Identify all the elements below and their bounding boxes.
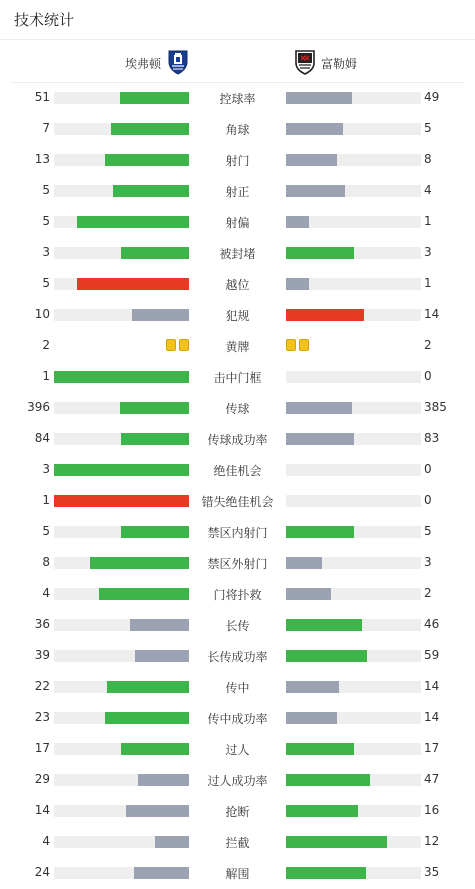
everton-crest-icon	[166, 49, 190, 78]
away-bar-track	[286, 588, 421, 600]
home-value: 51	[34, 90, 50, 104]
home-bar-track	[54, 805, 189, 817]
away-bar-fill	[286, 247, 354, 259]
away-bar-fill	[286, 216, 309, 228]
stat-row[interactable]	[0, 486, 475, 517]
teams-header	[10, 40, 465, 83]
stat-label: 越位	[225, 278, 250, 292]
away-bar-fill	[286, 278, 309, 290]
home-bar-track	[54, 154, 189, 166]
yellow-card-icon	[299, 339, 309, 351]
stat-label: 抢断	[225, 805, 250, 819]
away-bar-fill	[286, 743, 354, 755]
stat-label: 解围	[225, 867, 250, 881]
home-value: 1	[42, 369, 50, 383]
away-bar-fill	[286, 154, 337, 166]
home-value: 5	[42, 183, 50, 197]
home-bar-fill	[90, 557, 189, 569]
away-bar-fill	[286, 185, 345, 197]
home-bar-fill	[121, 743, 189, 755]
away-bar-track	[286, 526, 421, 538]
away-bar-fill	[286, 309, 364, 321]
away-bar-track	[286, 278, 421, 290]
home-cards	[166, 339, 189, 351]
away-bar-track	[286, 495, 421, 507]
away-bar-fill	[286, 681, 339, 693]
away-value: 385	[424, 400, 447, 414]
home-value: 22	[34, 679, 50, 693]
away-bar-fill	[286, 588, 331, 600]
away-bar-track	[286, 216, 421, 228]
stat-label: 长传	[225, 619, 250, 633]
away-value: 3	[424, 555, 432, 569]
home-bar-track	[54, 619, 189, 631]
away-bar-fill	[286, 619, 362, 631]
away-bar-track	[286, 92, 421, 104]
away-bar-track	[286, 433, 421, 445]
away-value: 83	[424, 431, 440, 445]
away-bar-track	[286, 154, 421, 166]
away-value: 14	[424, 679, 440, 693]
stat-label: 击中门框	[213, 371, 262, 385]
home-value: 24	[34, 865, 50, 879]
away-team[interactable]	[294, 49, 357, 78]
home-bar-fill	[77, 278, 189, 290]
home-bar-track	[54, 774, 189, 786]
page-header	[0, 0, 475, 40]
home-bar-track	[54, 123, 189, 135]
away-bar-fill	[286, 867, 366, 879]
away-value: 5	[424, 524, 432, 538]
away-bar-track	[286, 650, 421, 662]
stat-row[interactable]	[0, 734, 475, 765]
home-value: 13	[34, 152, 50, 166]
stat-label: 犯规	[225, 309, 250, 323]
away-bar-track	[286, 712, 421, 724]
away-value: 12	[424, 834, 440, 848]
stat-row[interactable]	[0, 517, 475, 548]
home-bar-fill	[155, 836, 189, 848]
stat-row[interactable]	[0, 641, 475, 672]
away-bar-track	[286, 805, 421, 817]
home-bar-track	[54, 867, 189, 879]
home-bar-track	[54, 557, 189, 569]
home-bar-track	[54, 216, 189, 228]
away-value: 35	[424, 865, 440, 879]
home-bar-fill	[126, 805, 189, 817]
away-value: 0	[424, 493, 432, 507]
away-bar-fill	[286, 92, 352, 104]
home-bar-track	[54, 495, 189, 507]
stat-row[interactable]	[0, 331, 475, 362]
home-value: 4	[42, 586, 50, 600]
home-bar-track	[54, 309, 189, 321]
stat-label: 禁区外射门	[207, 557, 268, 571]
stat-label: 门将扑救	[213, 588, 262, 602]
home-bar-track	[54, 402, 189, 414]
home-value: 84	[34, 431, 50, 445]
home-value: 8	[42, 555, 50, 569]
home-bar-fill	[121, 247, 189, 259]
away-value: 2	[424, 338, 432, 352]
stat-row[interactable]	[0, 858, 475, 889]
home-bar-fill	[54, 464, 189, 476]
stat-label: 射门	[225, 154, 250, 168]
home-bar-track	[54, 92, 189, 104]
stat-label: 传球成功率	[207, 433, 268, 447]
stat-row[interactable]	[0, 579, 475, 610]
stat-label: 黄牌	[225, 340, 250, 354]
stat-label: 控球率	[219, 92, 256, 106]
away-bar-fill	[286, 836, 387, 848]
away-value: 0	[424, 369, 432, 383]
away-bar-fill	[286, 557, 322, 569]
home-bar-fill	[134, 867, 189, 879]
away-value: 59	[424, 648, 440, 662]
home-bar-track	[54, 464, 189, 476]
yellow-card-icon	[166, 339, 176, 351]
away-bar-fill	[286, 712, 337, 724]
stat-label: 射偏	[225, 216, 250, 230]
stat-label: 绝佳机会	[213, 464, 262, 478]
away-value: 0	[424, 462, 432, 476]
home-value: 17	[34, 741, 50, 755]
home-value: 3	[42, 462, 50, 476]
away-bar-fill	[286, 433, 354, 445]
away-value: 14	[424, 710, 440, 724]
home-bar-track	[54, 278, 189, 290]
home-team-name: 埃弗顿	[124, 57, 161, 71]
yellow-card-icon	[286, 339, 296, 351]
stat-row[interactable]	[0, 548, 475, 579]
home-bar-track	[54, 185, 189, 197]
stat-label: 传中	[225, 681, 250, 695]
home-value: 10	[34, 307, 50, 321]
home-bar-fill	[54, 371, 189, 383]
stat-label: 角球	[225, 123, 250, 137]
away-cards	[286, 339, 309, 351]
home-bar-track	[54, 371, 189, 383]
stat-row[interactable]	[0, 455, 475, 486]
home-bar-track	[54, 712, 189, 724]
away-value: 3	[424, 245, 432, 259]
away-bar-track	[286, 402, 421, 414]
home-bar-fill	[121, 433, 189, 445]
stat-row[interactable]	[0, 300, 475, 331]
home-value: 23	[34, 710, 50, 724]
home-bar-fill	[120, 92, 189, 104]
home-value: 1	[42, 493, 50, 507]
stats-list	[0, 83, 475, 889]
home-bar-fill	[120, 402, 189, 414]
home-value: 39	[34, 648, 50, 662]
home-bar-fill	[99, 588, 189, 600]
away-value: 8	[424, 152, 432, 166]
stat-label: 传球	[225, 402, 250, 416]
home-bar-fill	[105, 154, 189, 166]
stat-label: 传中成功率	[207, 712, 268, 726]
stat-label: 错失绝佳机会	[201, 495, 274, 509]
home-bar-fill	[54, 495, 189, 507]
stat-row[interactable]	[0, 145, 475, 176]
away-bar-fill	[286, 650, 367, 662]
home-bar-track	[54, 681, 189, 693]
stat-row[interactable]	[0, 114, 475, 145]
home-bar-fill	[121, 526, 189, 538]
home-value: 4	[42, 834, 50, 848]
stat-label: 拦截	[225, 836, 250, 850]
home-bar-track	[54, 433, 189, 445]
stat-label: 禁区内射门	[207, 526, 268, 540]
away-bar-track	[286, 867, 421, 879]
home-value: 396	[27, 400, 50, 414]
away-bar-track	[286, 464, 421, 476]
away-bar-track	[286, 619, 421, 631]
stat-label: 长传成功率	[207, 650, 268, 664]
away-bar-track	[286, 309, 421, 321]
stat-label: 被封堵	[219, 247, 256, 261]
stat-row[interactable]	[0, 827, 475, 858]
home-bar-track	[54, 588, 189, 600]
home-bar-fill	[113, 185, 189, 197]
away-value: 49	[424, 90, 440, 104]
away-value: 16	[424, 803, 440, 817]
home-value: 3	[42, 245, 50, 259]
away-bar-track	[286, 247, 421, 259]
away-team-name: 富勒姆	[321, 57, 358, 71]
away-bar-fill	[286, 123, 343, 135]
stat-row[interactable]	[0, 83, 475, 114]
home-bar-fill	[132, 309, 189, 321]
stat-row[interactable]	[0, 610, 475, 641]
page-title: 技术统计	[14, 11, 75, 29]
away-value: 17	[424, 741, 440, 755]
stat-row[interactable]	[0, 207, 475, 238]
home-bar-fill	[77, 216, 189, 228]
stat-row[interactable]	[0, 176, 475, 207]
stat-row[interactable]	[0, 362, 475, 393]
home-value: 36	[34, 617, 50, 631]
home-value: 5	[42, 276, 50, 290]
stat-row[interactable]	[0, 796, 475, 827]
home-bar-track	[54, 526, 189, 538]
home-value: 5	[42, 214, 50, 228]
home-bar-fill	[107, 681, 189, 693]
away-bar-fill	[286, 774, 370, 786]
home-value: 2	[42, 338, 50, 352]
yellow-card-icon	[179, 339, 189, 351]
stat-label: 射正	[225, 185, 250, 199]
away-value: 4	[424, 183, 432, 197]
home-bar-fill	[105, 712, 189, 724]
home-bar-fill	[111, 123, 189, 135]
home-bar-fill	[138, 774, 189, 786]
away-bar-fill	[286, 402, 352, 414]
home-bar-track	[54, 650, 189, 662]
stat-row[interactable]	[0, 703, 475, 734]
away-value: 2	[424, 586, 432, 600]
stat-row[interactable]	[0, 269, 475, 300]
away-value: 5	[424, 121, 432, 135]
home-value: 7	[42, 121, 50, 135]
home-bar-track	[54, 743, 189, 755]
home-team[interactable]	[125, 49, 190, 78]
home-bar-track	[54, 247, 189, 259]
stat-label: 过人	[225, 743, 250, 757]
away-value: 1	[424, 276, 432, 290]
home-bar-fill	[135, 650, 189, 662]
stat-label: 过人成功率	[207, 774, 268, 788]
fulham-crest-icon	[294, 49, 316, 78]
home-bar-fill	[130, 619, 189, 631]
home-value: 5	[42, 524, 50, 538]
away-bar-fill	[286, 526, 354, 538]
stat-row[interactable]	[0, 238, 475, 269]
away-bar-track	[286, 681, 421, 693]
away-value: 1	[424, 214, 432, 228]
away-bar-track	[286, 185, 421, 197]
away-value: 14	[424, 307, 440, 321]
away-value: 47	[424, 772, 440, 786]
away-bar-track	[286, 774, 421, 786]
stat-row[interactable]	[0, 765, 475, 796]
away-bar-fill	[286, 805, 358, 817]
stat-row[interactable]	[0, 672, 475, 703]
home-value: 29	[34, 772, 50, 786]
away-bar-track	[286, 836, 421, 848]
home-value: 14	[34, 803, 50, 817]
stat-row[interactable]	[0, 393, 475, 424]
away-bar-track	[286, 371, 421, 383]
away-bar-track	[286, 123, 421, 135]
stat-row[interactable]	[0, 424, 475, 455]
away-bar-track	[286, 557, 421, 569]
home-bar-track	[54, 836, 189, 848]
away-value: 46	[424, 617, 440, 631]
away-bar-track	[286, 743, 421, 755]
